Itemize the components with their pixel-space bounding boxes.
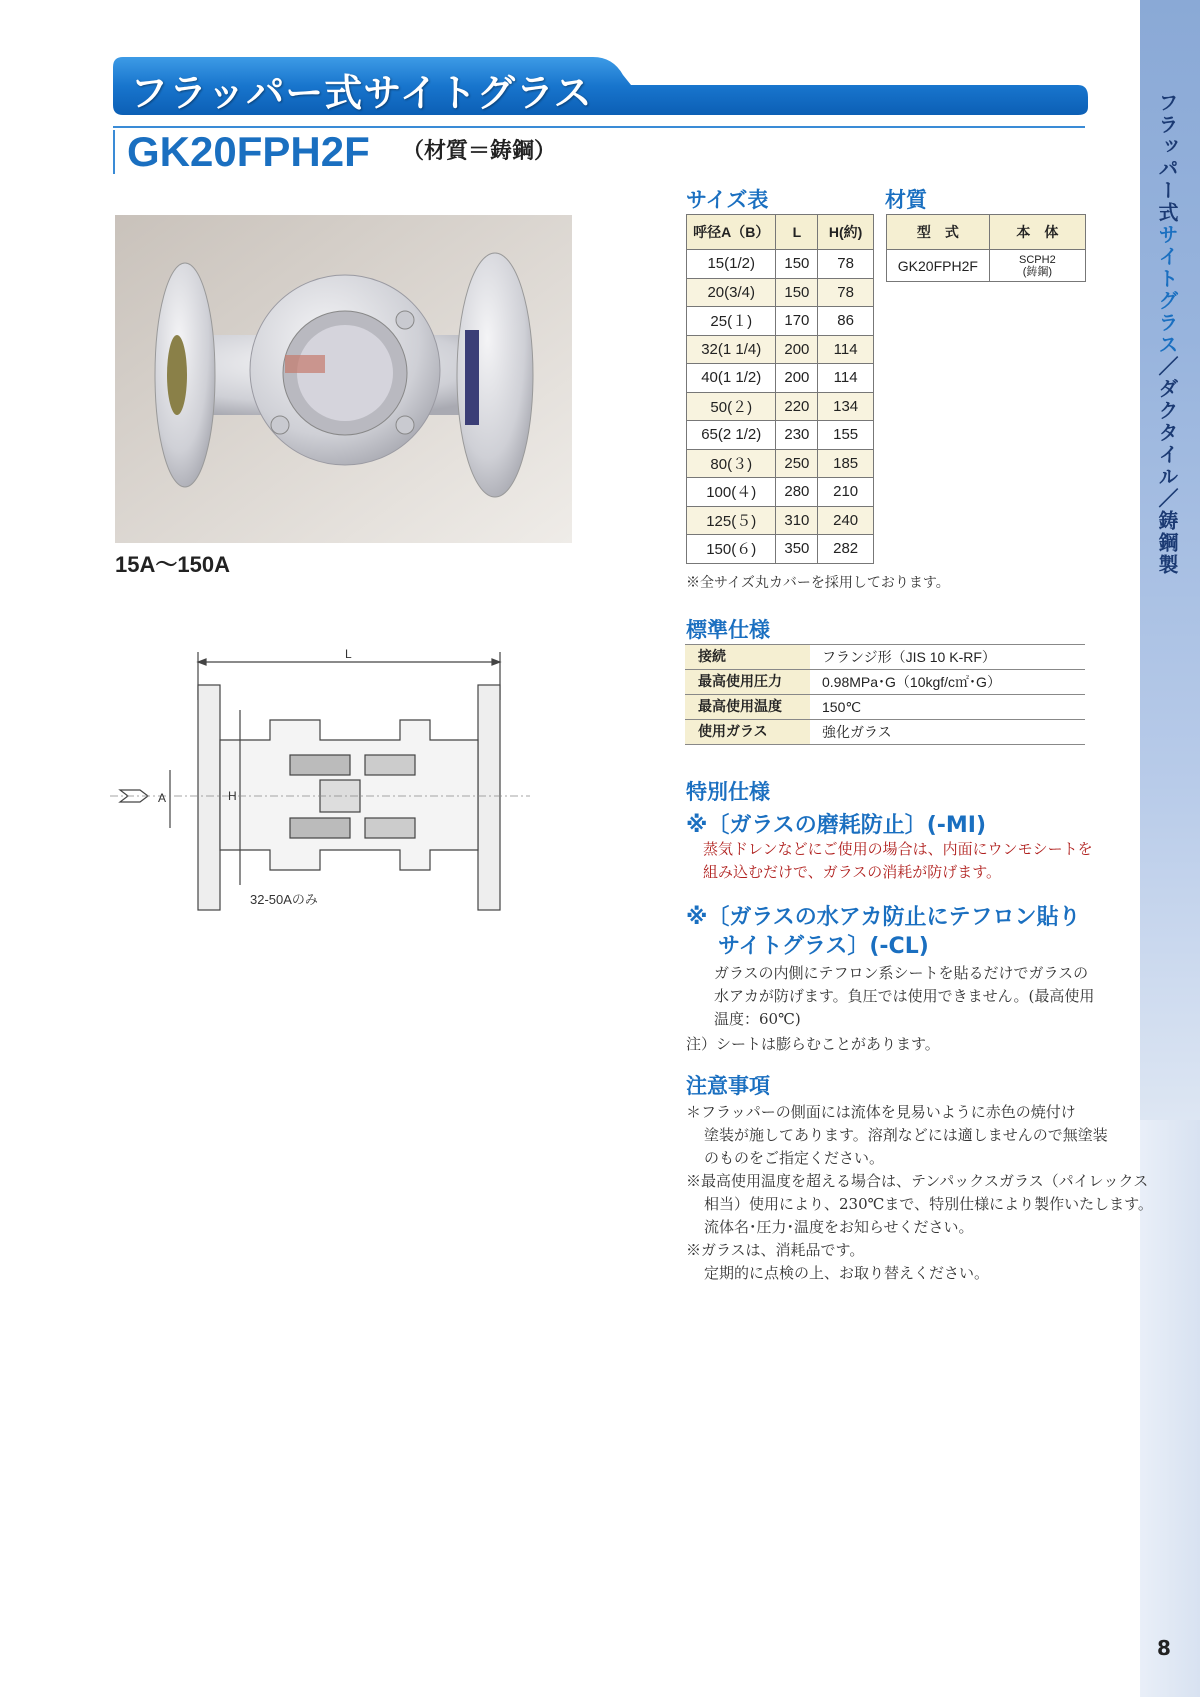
- cell-L: 220: [776, 392, 818, 421]
- spec-row: [685, 645, 1085, 670]
- table-row: [687, 307, 874, 336]
- spec-value: 0.98MPa･G（10kgf/c㎡･G）: [822, 674, 1001, 690]
- dim-H: H: [228, 789, 237, 803]
- cell-L: 200: [776, 364, 818, 393]
- cell-size: 80(３): [687, 449, 776, 478]
- cell-size: 15(1/2): [687, 250, 776, 279]
- caution-heading: 注意事項: [686, 1074, 770, 1098]
- cell-size: 25(１): [687, 307, 776, 336]
- cell-H: 210: [818, 478, 874, 507]
- size-range-caption: 15A〜150A: [115, 552, 230, 577]
- body-material-jp: (鋳鋼): [1022, 265, 1053, 278]
- caution-line: ※ガラスは、消耗品です。: [686, 1241, 865, 1259]
- table-row: [687, 506, 874, 535]
- table-row: [687, 278, 874, 307]
- table-row: [687, 392, 874, 421]
- cell-L: 280: [776, 478, 818, 507]
- special-item2-line1: ガラスの内側にテフロン系シートを貼るだけでガラスの: [714, 964, 1089, 982]
- special-item1-title: ※〔ガラスの磨耗防止〕(-MI): [686, 813, 987, 838]
- caution-line: 定期的に点検の上、お取り替えください。: [704, 1264, 990, 1282]
- caution-line: 流体名･圧力･温度をお知らせください。: [704, 1218, 974, 1236]
- cell-L: 200: [776, 335, 818, 364]
- body-material: SCPH2: [1019, 253, 1056, 266]
- cell-L: 150: [776, 278, 818, 307]
- size-table-heading: サイズ表: [686, 188, 769, 212]
- special-item2-line2: 水アカが防げます。負圧では使用できません。(最高使用: [714, 987, 1095, 1005]
- special-item1-line2: 組み込むだけで、ガラスの消耗が防げます。: [703, 863, 1002, 881]
- table-header-row: [887, 215, 1086, 250]
- cell-L: 230: [776, 421, 818, 450]
- model-material-note: （材質＝鋳鋼）: [402, 139, 557, 164]
- cell-H: 282: [818, 535, 874, 564]
- dim-L: L: [345, 647, 352, 661]
- sectional-drawing: [110, 640, 530, 920]
- cell-L: 170: [776, 307, 818, 336]
- spec-value: 強化ガラス: [822, 724, 892, 740]
- cell-H: 78: [818, 278, 874, 307]
- cell-L: 250: [776, 449, 818, 478]
- table-row: [687, 478, 874, 507]
- caution-line: ＊フラッパーの側面には流体を見易いように赤色の焼付け: [686, 1103, 1076, 1121]
- col-header-body: 本 体: [989, 215, 1085, 250]
- spec-row: [685, 695, 1085, 720]
- table-row: [687, 449, 874, 478]
- cell-H: 240: [818, 506, 874, 535]
- caution-line: 塗装が施してあります。溶剤などには適しませんので無塗装: [704, 1126, 1108, 1144]
- model-name: GK20FPH2F: [127, 128, 370, 175]
- size-table: [686, 214, 874, 564]
- cell-size: 125(５): [687, 506, 776, 535]
- spec-row: [685, 720, 1085, 745]
- cell-size: 32(1 1/4): [687, 335, 776, 364]
- cell-L: 310: [776, 506, 818, 535]
- table-row: [687, 535, 874, 564]
- spec-key: 接続: [685, 645, 810, 669]
- caution-line: 相当）使用により、230℃まで、特別仕様により製作いたします。: [704, 1195, 1153, 1213]
- cell-size: 100(４): [687, 478, 776, 507]
- cell-size: 20(3/4): [687, 278, 776, 307]
- model-marker: [113, 130, 115, 174]
- spec-key: 最高使用圧力: [685, 670, 810, 694]
- spec-value: 150℃: [822, 699, 862, 715]
- special-item2-note: 注）シートは膨らむことがあります。: [686, 1035, 940, 1053]
- material-table: [886, 214, 1086, 282]
- cell-size: 50(２): [687, 392, 776, 421]
- spec-row: [685, 670, 1085, 695]
- material-heading: 材質: [885, 188, 927, 212]
- table-row: [687, 335, 874, 364]
- special-item2-title-2: サイトグラス〕(-CL): [718, 934, 929, 959]
- drawing-note: 32-50Aのみ: [250, 892, 318, 907]
- cell-H: 78: [818, 250, 874, 279]
- cell-L: 150: [776, 250, 818, 279]
- cell-body: [989, 250, 1085, 282]
- side-tab-label: フラッパー式サイトグラス／ダクタイル／鋳鋼製: [1155, 92, 1179, 576]
- table-header-row: [687, 215, 874, 250]
- table-row: [687, 421, 874, 450]
- cell-H: 134: [818, 392, 874, 421]
- product-photo: [115, 215, 572, 543]
- cell-H: 185: [818, 449, 874, 478]
- col-header-model: 型 式: [887, 215, 990, 250]
- cell-size: 65(2 1/2): [687, 421, 776, 450]
- spec-value: フランジ形（JIS 10 K-RF）: [822, 649, 996, 665]
- page-title: フラッパー式サイトグラス: [130, 71, 593, 115]
- col-header-H: H(約): [818, 215, 874, 250]
- cell-size: 150(６): [687, 535, 776, 564]
- col-header-L: L: [776, 215, 818, 250]
- cell-size: 40(1 1/2): [687, 364, 776, 393]
- caution-line: ※最高使用温度を超える場合は、テンパックスガラス（パイレックス: [686, 1172, 1149, 1190]
- standard-spec-table: [685, 644, 1085, 745]
- spec-key: 最高使用温度: [685, 695, 810, 719]
- table-row: [687, 364, 874, 393]
- cell-H: 114: [818, 335, 874, 364]
- cell-model: GK20FPH2F: [887, 250, 990, 282]
- standard-spec-heading: 標準仕様: [686, 618, 770, 642]
- special-item2-title-1: ※〔ガラスの水アカ防止にテフロン貼り: [686, 905, 1081, 930]
- cell-H: 155: [818, 421, 874, 450]
- size-table-note: ※全サイズ丸カバーを採用しております。: [686, 575, 950, 591]
- table-row: [687, 250, 874, 279]
- col-header-size: 呼径A（B）: [687, 215, 776, 250]
- table-row: [887, 250, 1086, 282]
- page-number: 8: [1157, 1636, 1171, 1660]
- special-spec-heading: 特別仕様: [686, 780, 770, 804]
- cell-H: 114: [818, 364, 874, 393]
- dim-A: A: [158, 791, 167, 805]
- special-item1-line1: 蒸気ドレンなどにご使用の場合は、内面にウンモシートを: [703, 840, 1093, 858]
- special-item2-line3: 温度：60℃): [714, 1010, 801, 1028]
- cell-H: 86: [818, 307, 874, 336]
- caution-line: のものをご指定ください。: [704, 1149, 885, 1167]
- cell-L: 350: [776, 535, 818, 564]
- spec-key: 使用ガラス: [685, 720, 810, 744]
